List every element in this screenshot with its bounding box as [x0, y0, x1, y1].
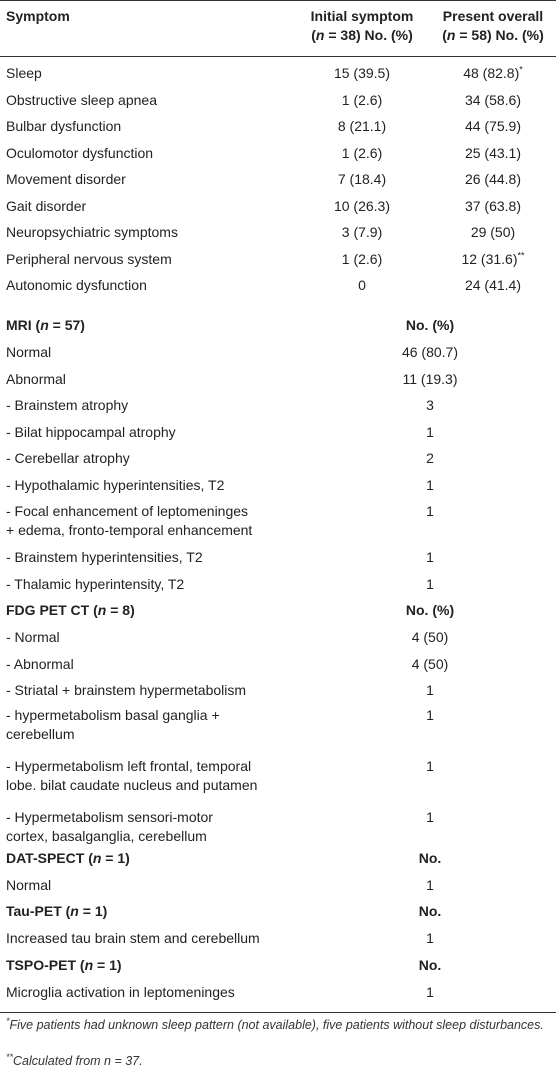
- tau-row: [0, 925, 556, 951]
- mri-col-header: No. (%): [405, 317, 455, 333]
- tspo-heading: [0, 952, 556, 978]
- mri-label: - Brainstem atrophy: [6, 397, 129, 413]
- fdg-col-header: No. (%): [405, 602, 455, 618]
- symptom-present: 25 (43.1): [464, 144, 522, 161]
- symptom-initial: 10 (26.3): [333, 197, 391, 214]
- symptom-present: 34 (58.6): [464, 91, 522, 108]
- mri-label: Normal: [6, 344, 52, 360]
- symptom-initial: 1 (2.6): [341, 250, 383, 267]
- mri-value: 3: [426, 397, 434, 413]
- symptom-row: [0, 140, 556, 166]
- mri-label: - Cerebellar atrophy: [6, 450, 130, 466]
- symptom-row: [0, 272, 556, 298]
- mri-row: [0, 445, 556, 471]
- table-bottom-rule: [0, 1012, 556, 1013]
- header-initial-n: (n = 38) No. (%): [311, 27, 413, 43]
- mri-title: MRI (n = 57): [6, 317, 85, 333]
- tau-label: Increased tau brain stem and cerebellum: [6, 930, 260, 946]
- mri-row: [0, 392, 556, 418]
- tspo-row: [0, 979, 556, 1005]
- fdg-label: - Normal: [6, 629, 60, 645]
- tau-value: 1: [426, 930, 434, 946]
- fdg-multi-label: - hypermetabolism basal ganglia + cerebellum: [6, 707, 220, 742]
- fdg-multi-label: - Hypermetabolism sensori-motor cortex, basalganglia, cerebellum: [6, 809, 213, 844]
- symptom-present: 44 (75.9): [464, 118, 522, 134]
- symptom-present: 29 (50): [470, 224, 516, 240]
- dat-row: [0, 872, 556, 898]
- dat-col-header: No.: [418, 850, 442, 866]
- mri-row: [0, 544, 556, 570]
- mri-value: 11 (19.3): [402, 370, 458, 387]
- tspo-title: TSPO-PET (n = 1): [6, 957, 122, 973]
- symptom-row: [0, 193, 556, 219]
- table-top-rule: [0, 0, 556, 1]
- fdg-value: 4 (50): [411, 655, 449, 672]
- symptom-present: 48 (82.8)*: [463, 64, 523, 81]
- symptom-row: [0, 166, 556, 192]
- dat-title: DAT-SPECT (n = 1): [6, 850, 130, 866]
- header-symptom: Symptom: [6, 8, 70, 24]
- mri-label: - Thalamic hyperintensity, T2: [6, 575, 185, 592]
- tau-heading: [0, 898, 556, 924]
- symptom-label: Oculomotor dysfunction: [6, 144, 154, 161]
- symptom-row: [0, 87, 556, 113]
- fdg-value: 4 (50): [411, 629, 449, 645]
- fdg-heading: [0, 597, 556, 623]
- footnote-2: **Calculated from n = 37.: [6, 1051, 143, 1068]
- footnote-1: *Five patients had unknown sleep pattern (not available), five patients without sleep disturbances.: [6, 1015, 544, 1032]
- fdg-multi-value: 1: [426, 809, 434, 825]
- symptom-label: Bulbar dysfunction: [6, 118, 122, 134]
- mri-label: Abnormal: [6, 370, 66, 387]
- symptom-label: Obstructive sleep apnea: [6, 91, 157, 108]
- dat-value: 1: [426, 877, 434, 893]
- mri-value: 1: [426, 476, 434, 493]
- symptom-label: Neuropsychiatric symptoms: [6, 224, 178, 240]
- mri-value: 1: [426, 423, 434, 440]
- fdg-multi-value: 1: [426, 707, 434, 723]
- symptom-initial: 15 (39.5): [333, 65, 391, 81]
- mri-heading: [0, 312, 556, 338]
- symptom-row: [0, 219, 556, 245]
- symptom-row: [0, 113, 556, 139]
- tau-title: Tau-PET (n = 1): [6, 903, 108, 919]
- header-present: Present overall: [442, 8, 544, 24]
- symptom-initial: 7 (18.4): [337, 171, 387, 187]
- symptom-initial: 3 (7.9): [341, 224, 383, 240]
- symptom-present: 12 (31.6)**: [461, 249, 525, 267]
- footnote-mark: *: [519, 64, 523, 75]
- fdg-multi-value: 1: [426, 758, 434, 774]
- footnote-mark: **: [517, 249, 525, 260]
- symptom-initial: 0: [358, 277, 366, 293]
- symptom-row: [0, 246, 556, 272]
- symptom-present: 24 (41.4): [464, 277, 522, 293]
- mri-value: 1: [426, 549, 434, 565]
- mri-value: 2: [426, 450, 434, 466]
- tspo-col-header: No.: [418, 957, 442, 973]
- mri-row: [0, 419, 556, 445]
- mri-label: - Hypothalamic hyperintensities, T2: [6, 476, 225, 493]
- symptom-present: 37 (63.8): [464, 197, 522, 214]
- fdg-label: - Abnormal: [6, 655, 74, 672]
- fdg-multi-label: - Hypermetabolism left frontal, temporal lobe. bilat caudate nucleus and putamen: [6, 758, 258, 793]
- mri-label: - Bilat hippocampal atrophy: [6, 423, 176, 440]
- symptom-initial: 1 (2.6): [341, 91, 383, 108]
- mri-row: [0, 366, 556, 392]
- fdg-label: - Striatal + brainstem hypermetabolism: [6, 682, 247, 698]
- mri-row: [0, 571, 556, 597]
- symptom-label: Autonomic dysfunction: [6, 277, 147, 293]
- header-rule: [0, 56, 556, 57]
- fdg-value: 1: [426, 682, 434, 698]
- symptom-label: Gait disorder: [6, 197, 87, 214]
- symptom-initial: 8 (21.1): [337, 118, 387, 134]
- mri-focal-value: 1: [426, 503, 434, 519]
- mri-row: [0, 472, 556, 498]
- mri-label: - Brainstem hyperintensities, T2: [6, 549, 203, 565]
- mri-row: [0, 339, 556, 365]
- mri-focal-label: - Focal enhancement of leptomeninges + edema, fronto-temporal enhancement: [6, 503, 253, 538]
- fdg-row: [0, 651, 556, 677]
- header-initial: Initial symptom: [310, 8, 414, 24]
- fdg-row: [0, 677, 556, 703]
- fdg-title: FDG PET CT (n = 8): [6, 602, 135, 618]
- header-present-n: (n = 58) No. (%): [442, 27, 544, 43]
- fdg-row: [0, 624, 556, 650]
- symptom-row: [0, 60, 556, 86]
- symptom-label: Sleep: [6, 65, 42, 81]
- mri-value: 1: [426, 575, 434, 592]
- symptom-initial: 1 (2.6): [341, 144, 383, 161]
- symptom-label: Peripheral nervous system: [6, 250, 172, 267]
- tspo-label: Microglia activation in leptomeninges: [6, 984, 235, 1000]
- tau-col-header: No.: [418, 903, 442, 919]
- tspo-value: 1: [426, 984, 434, 1000]
- symptom-present: 26 (44.8): [464, 171, 522, 187]
- dat-label: Normal: [6, 877, 52, 893]
- dat-heading: [0, 845, 556, 871]
- symptom-label: Movement disorder: [6, 171, 126, 187]
- mri-value: 46 (80.7): [401, 344, 459, 360]
